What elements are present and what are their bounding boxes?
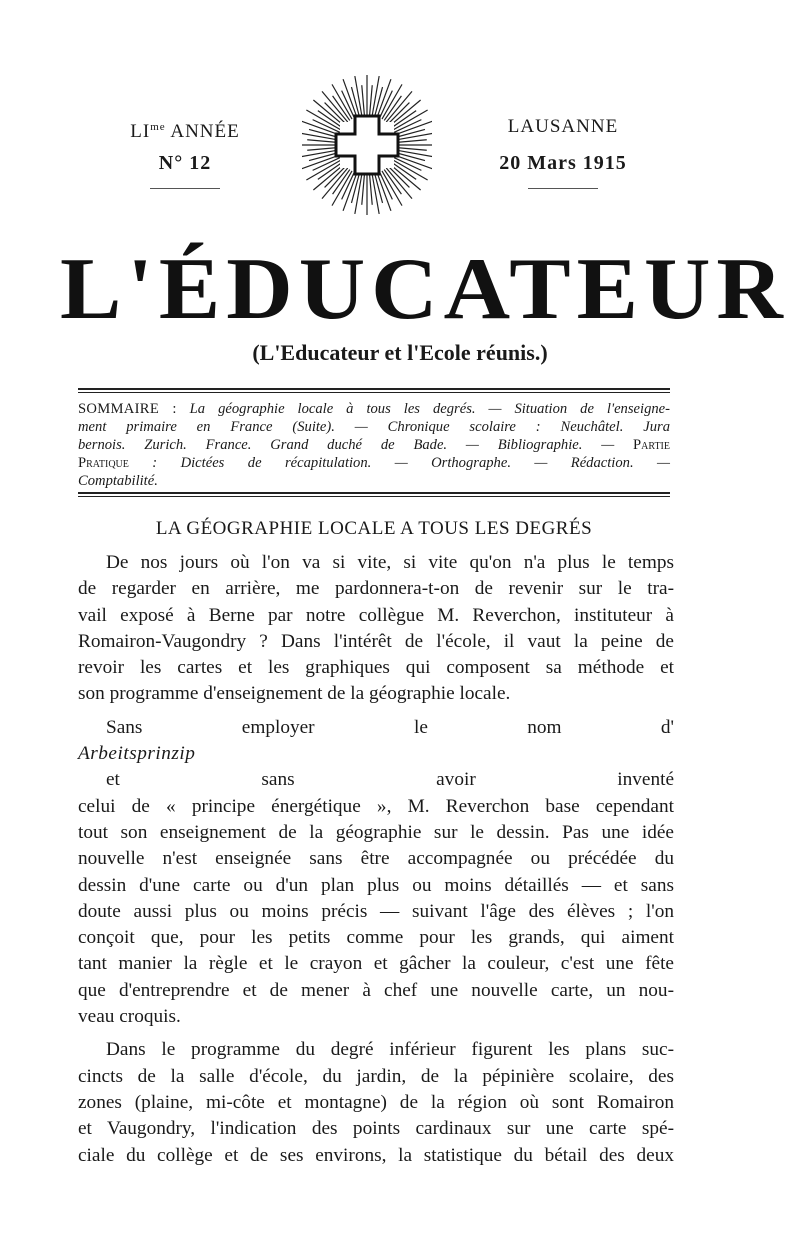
text-line: conçoit que, pour les petits comme pour les grands, qui aiment (78, 927, 674, 949)
text-line: ciale du collège et de ses environs, la statistique du bétail des deux (78, 1144, 674, 1166)
emblem-ray (397, 148, 427, 151)
text-line: son programme d'enseignement de la géographie locale. (78, 683, 511, 705)
paragraph-2 (78, 715, 674, 1031)
text-line: celui de « principe énergétique », M. Reverchon base cependant (78, 795, 674, 817)
text-line: revoir les cartes et les graphiques qui composent sa méthode et (78, 657, 674, 679)
text-line: cincts de la salle d'école, du jardin, de la pépinière scolaire, des (78, 1065, 674, 1087)
text-line: doute aussi plus ou moins précis — suivant l'âge des élèves ; l'on (78, 900, 674, 922)
text-line: Sans employer le nom d' Arbeitsprinzip et sans avoir inventé (78, 716, 674, 791)
city-label: LAUSANNE (507, 116, 619, 137)
emblem-ray (370, 85, 373, 115)
emblem-ray (370, 175, 373, 205)
text-line: zones (plaine, mi-côte et montagne) de la région où sont Romairon (78, 1091, 674, 1113)
sommaire-block (78, 400, 670, 490)
paragraph-1 (78, 550, 674, 708)
header-right (468, 114, 658, 189)
sommaire-bottom-rule (78, 492, 670, 497)
issue-date: 20 Mars 1915 (499, 152, 627, 174)
term-arbeitsprinzip: Arbeitsprinzip (78, 743, 196, 765)
emblem-ray (362, 175, 365, 205)
sommaire-line: ment primaire en France (Suite). — Chronique scolaire : Neuchâtel. Jura (78, 419, 670, 435)
header-left (90, 114, 280, 189)
issue-number: N° 12 (158, 152, 212, 174)
emblem-ray (355, 175, 362, 214)
year-label: $LI^{me}$ ANNÉE (130, 121, 240, 142)
emblem-ray (362, 85, 365, 115)
text-line: dessin d'une carte ou d'un plan plus ou moins détaillés — et sans (78, 874, 674, 896)
sommaire-line: bernois. Zurich. France. Grand duché de Bade. — Bibliographie. — Partie (78, 437, 670, 453)
emblem-ray (302, 133, 337, 140)
text-line: tant manier la règle et le crayon et gâcher la couleur, c'est une fête (78, 953, 674, 975)
emblem-ray (397, 140, 427, 143)
article-body (78, 550, 674, 1169)
emblem-ray (307, 140, 337, 143)
emblem-ray (397, 133, 432, 140)
text-line: Romairon-Vaugondry ? Dans l'intérêt de l'école, il vaut la peine de (78, 630, 674, 652)
journal-subtitle: (L'Educateur et l'Ecole réunis.) (252, 340, 548, 365)
journal-title: L'ÉDUCATEUR (60, 239, 789, 337)
emblem-ray (302, 150, 337, 157)
sommaire-line: Comptabilité. (78, 473, 158, 489)
header-right-rule (528, 188, 598, 189)
emblem-ray (372, 76, 379, 115)
text-line: Dans le programme du degré inférieur figurent les plans suc- (106, 1039, 674, 1061)
emblem-ray (325, 103, 346, 124)
text-line: et Vaugondry, l'indication des points cardinaux sur une carte spé- (78, 1118, 674, 1140)
article-title: LA GÉOGRAPHIE LOCALE A TOUS LES DEGRÉS (155, 518, 593, 539)
emblem-ray (355, 76, 362, 115)
text-line: que d'entreprendre et de mener à chef une nouvelle carte, un nou- (78, 979, 674, 1001)
emblem-ray (325, 166, 346, 187)
text-line: nouvelle n'est enseignée sans être accompagnée ou précédée du (78, 848, 674, 870)
text-line: de regarder en arrière, me pardonnera-t-on de revenir sur le tra- (78, 578, 674, 600)
sommaire-line: SOMMAIRE : La géographie locale à tous les degrés. — Situation de l'enseigne- (78, 401, 670, 417)
emblem-ray (388, 166, 409, 187)
sommaire-label: SOMMAIRE : (78, 401, 177, 417)
emblem-ray (372, 175, 379, 214)
text-line: vail exposé à Berne par notre collègue M. Reverchon, instituteur à (78, 604, 674, 626)
emblem-ray (388, 103, 409, 124)
header-left-rule (150, 188, 220, 189)
sommaire-line: Pratique : Dictées de récapitulation. — Orthographe. — Rédaction. — (78, 455, 670, 471)
text-line: tout son enseignement de la géographie sur le dessin. Pas une idée (78, 821, 674, 843)
text-line: De nos jours où l'on va si vite, si vite qu'on n'a plus le temps (106, 552, 674, 573)
emblem-ray (307, 148, 337, 151)
sommaire-top-rule (78, 388, 670, 393)
swiss-cross-emblem-icon (302, 72, 432, 217)
text-line: veau croquis. (78, 1006, 181, 1028)
paragraph-3 (78, 1037, 674, 1168)
emblem-ray (397, 150, 432, 157)
